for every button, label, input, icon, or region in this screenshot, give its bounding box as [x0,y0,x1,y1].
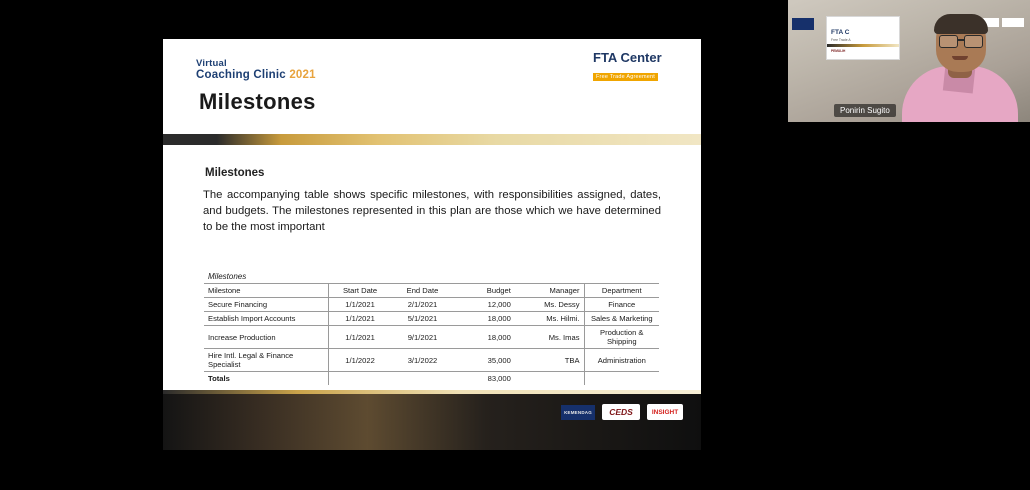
slide-footer [163,390,701,450]
cell-end-date: 3/1/2022 [391,349,453,372]
table-row [204,349,659,372]
cell-manager: Ms. Hilmi. [515,312,584,326]
participant-video-tile[interactable] [788,0,1030,122]
totals-start-blank [328,372,391,386]
totals-manager-blank [515,372,584,386]
fta-center-logo [593,51,683,83]
column-header-start-date: Start Date [328,284,391,298]
cell-manager: TBA [515,349,584,372]
slide-body [163,145,701,390]
cell-milestone: Increase Production [204,326,328,349]
table-caption: Milestones [204,270,659,284]
gold-divider-band [163,134,701,145]
cell-end-date: 2/1/2021 [391,298,453,312]
column-header-end-date: End Date [391,284,453,298]
footer-gold-line [163,390,701,394]
cell-budget: 35,000 [454,349,515,372]
room-kemendag-logo [792,18,814,30]
background-slide-thumbnail [826,16,900,60]
table-row [204,326,659,349]
thumbnail-subtitle: Free Trade A [831,38,851,42]
cell-milestone: Secure Financing [204,298,328,312]
column-header-milestone: Milestone [204,284,328,298]
cell-end-date: 5/1/2021 [391,312,453,326]
cell-manager: Ms. Imas [515,326,584,349]
table-header-row [204,284,659,298]
cell-department: Sales & Marketing [584,312,659,326]
column-header-department: Department [584,284,659,298]
cell-milestone: Hire Intl. Legal & Finance Specialist [204,349,328,372]
page-title: Milestones [199,89,316,114]
section-heading: Milestones [205,167,265,179]
footer-photo-strip [163,390,701,450]
kemendag-logo: KEMENDAG [561,405,595,420]
cell-department: Finance [584,298,659,312]
cell-budget: 18,000 [454,326,515,349]
thumbnail-title: FTA C [831,29,850,36]
cell-department: Production & Shipping [584,326,659,349]
column-header-manager: Manager [515,284,584,298]
table-row [204,312,659,326]
thumbnail-band [827,44,899,47]
column-header-budget: Budget [454,284,515,298]
totals-budget: 83,000 [487,374,511,383]
cell-end-date: 9/1/2021 [391,326,453,349]
logo-line-virtual: Virtual [196,58,227,69]
table-caption-row [204,270,659,284]
cell-start-date: 1/1/2021 [328,312,391,326]
participant-name-label: Ponirin Sugito [834,104,896,117]
glasses-icon [939,35,983,46]
insight-logo: INSIGHT [647,404,683,420]
cell-start-date: 1/1/2021 [328,326,391,349]
glasses-left-lens [939,35,958,48]
cell-budget: 12,000 [454,298,515,312]
logo-line-coaching-clinic: Coaching Clinic 2021 [196,68,316,81]
participant-mouth [952,56,968,60]
cell-budget: 18,000 [454,312,515,326]
table-totals-row [204,372,659,386]
cell-department: Administration [584,349,659,372]
table-row [204,298,659,312]
presentation-slide [163,39,701,450]
slide-header [163,39,701,127]
glasses-right-lens [964,35,983,48]
thumbnail-body-text: PEMULIH [831,49,846,53]
totals-end-blank [391,372,453,386]
section-paragraph: The accompanying table shows specific milestones, with responsibilities assigned, dates, and budgets. The milestones represented in this plan are those which we have determined to be the most important [203,189,661,234]
cedsi-logo: CEDS [602,404,640,420]
totals-label: Totals [204,372,328,386]
cell-start-date: 1/1/2021 [328,298,391,312]
participant-avatar [896,16,1022,122]
logo-year: 2021 [289,68,316,81]
cell-manager: Ms. Dessy [515,298,584,312]
totals-department-blank [584,372,659,386]
participant-hair [934,14,988,34]
virtual-coaching-clinic-logo [196,59,316,81]
fta-logo-main: FTA Center [593,50,662,65]
cell-start-date: 1/1/2022 [328,349,391,372]
fta-logo-subtitle: Free Trade Agreement [593,73,658,81]
footer-logo-group [561,404,683,420]
cell-milestone: Establish Import Accounts [204,312,328,326]
milestones-table [204,270,659,385]
